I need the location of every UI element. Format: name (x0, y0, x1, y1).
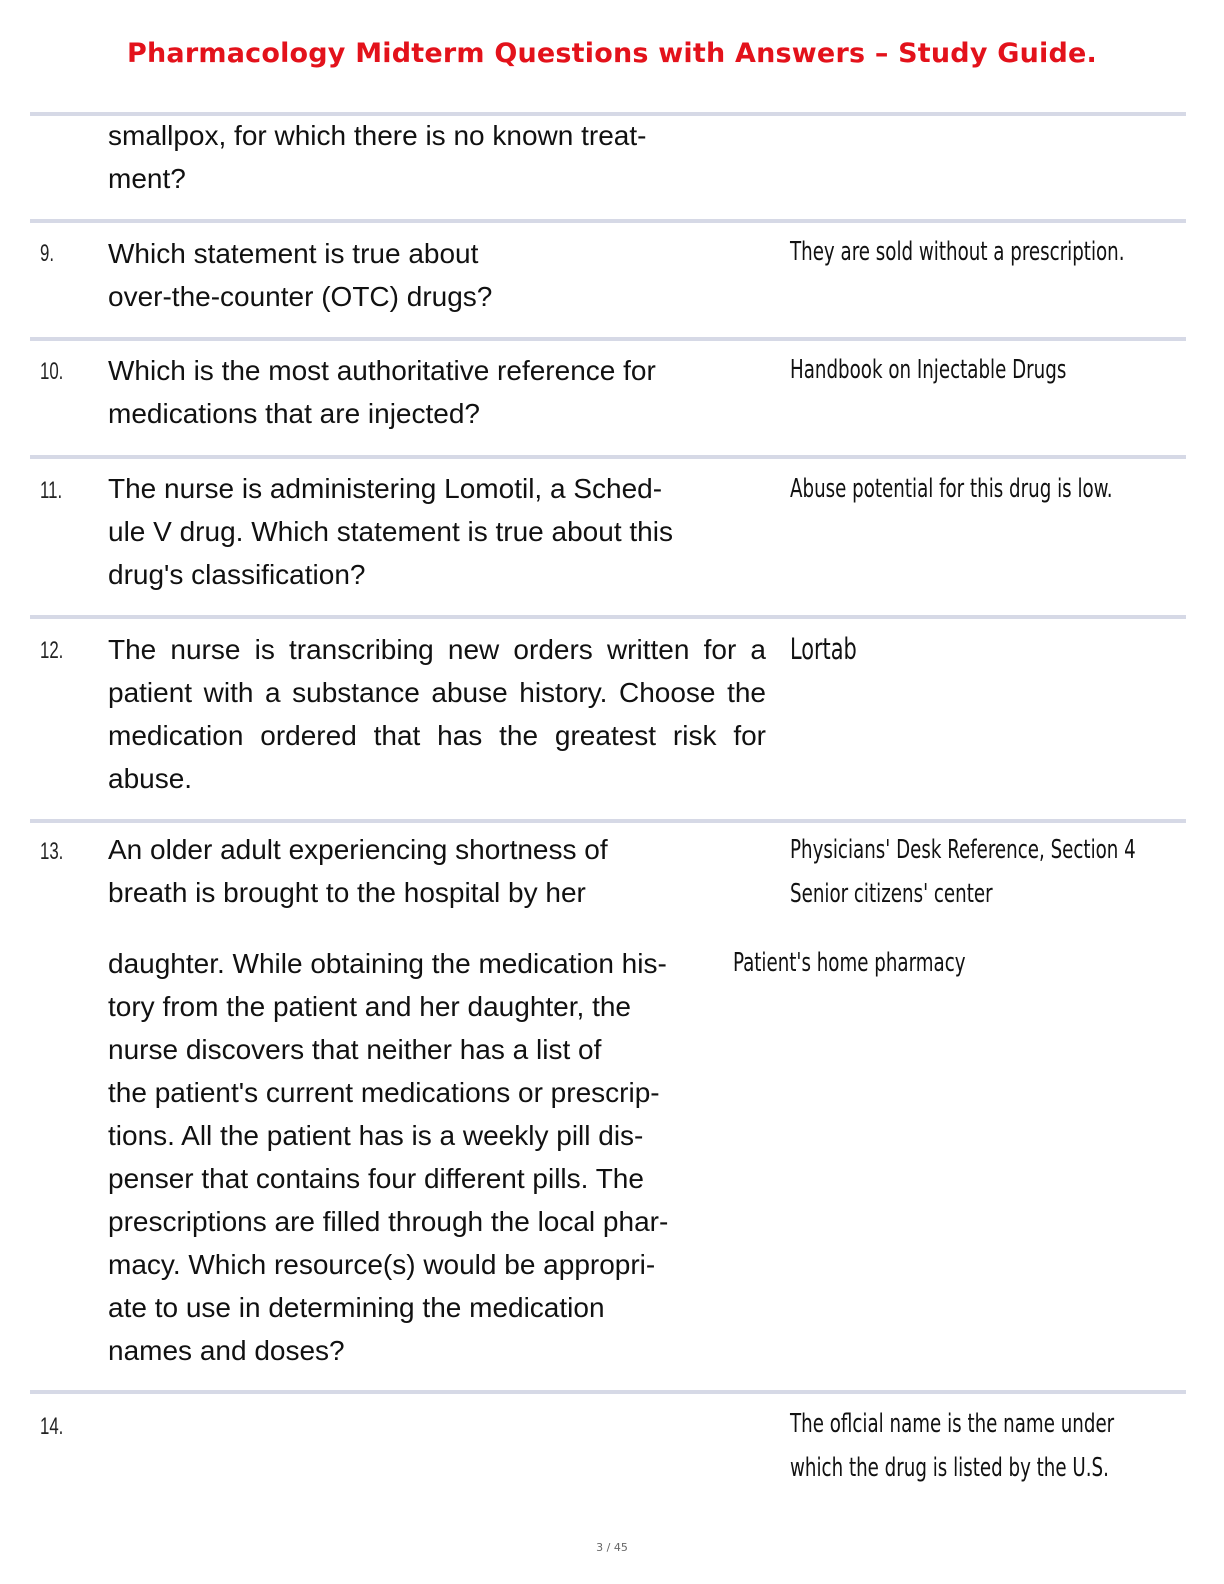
divider (30, 819, 1186, 823)
question-text: An older adult experiencing shortness of breath is brought to the hospital by her (108, 834, 608, 908)
answer-text: Senior citizens' center (790, 879, 993, 909)
question-text: The nurse is administering Lomotil, a Sched- ule V drug. Which statement is true about this drug's classification? (108, 473, 673, 590)
question-number: 12. (40, 637, 64, 664)
divider (30, 337, 1186, 341)
answer-text: Handbook on Injectable Drugs (790, 355, 1067, 385)
question-text-continued: daughter. While obtaining the medication his- tory from the patient and her daughter, the nurse discovers that neither has a list of the patient's current medications or prescrip- tions. All the patient has is a weekly pill dis- penser that contains four different pills. The prescriptions are filled through the local phar- macy. Which resource(s) would be appropri- ate to use in determining the medication names and doses? (108, 948, 669, 1366)
question-number: 14. (40, 1413, 64, 1440)
question-text: Which is the most authoritative reference for medications that are injected? (108, 355, 656, 429)
answer-text: The oflcial name is the name under which the drug is listed by the U.S. (790, 1409, 1115, 1483)
answer-text: They are sold without a prescription. (790, 237, 1125, 267)
divider (30, 455, 1186, 459)
answer-text: Lortab (790, 632, 857, 666)
answer-text: Abuse potential for this drug is low. (790, 474, 1113, 504)
question-text: The nurse is transcribing new orders written for a patient with a substance abuse history. Choose the medication ordered that has the greatest risk for abuse. (108, 634, 766, 794)
question-number: 13. (40, 838, 64, 865)
question-number: 9. (40, 240, 55, 267)
answer-text: Physicians' Desk Reference, Section 4 (790, 835, 1136, 865)
answer-text: Patient's home pharmacy (733, 948, 966, 978)
question-number: 11. (40, 477, 63, 504)
divider (30, 219, 1186, 223)
divider (30, 615, 1186, 619)
question-number: 10. (40, 358, 64, 385)
page-number: 3 / 45 (596, 1541, 628, 1554)
divider (30, 1390, 1186, 1394)
question-text: Which statement is true about over-the-counter (OTC) drugs? (108, 238, 493, 312)
page-title: Pharmacology Midterm Questions with Answers – Study Guide. (127, 38, 1097, 69)
question-text-continued: smallpox, for which there is no known treat- ment? (108, 120, 647, 194)
